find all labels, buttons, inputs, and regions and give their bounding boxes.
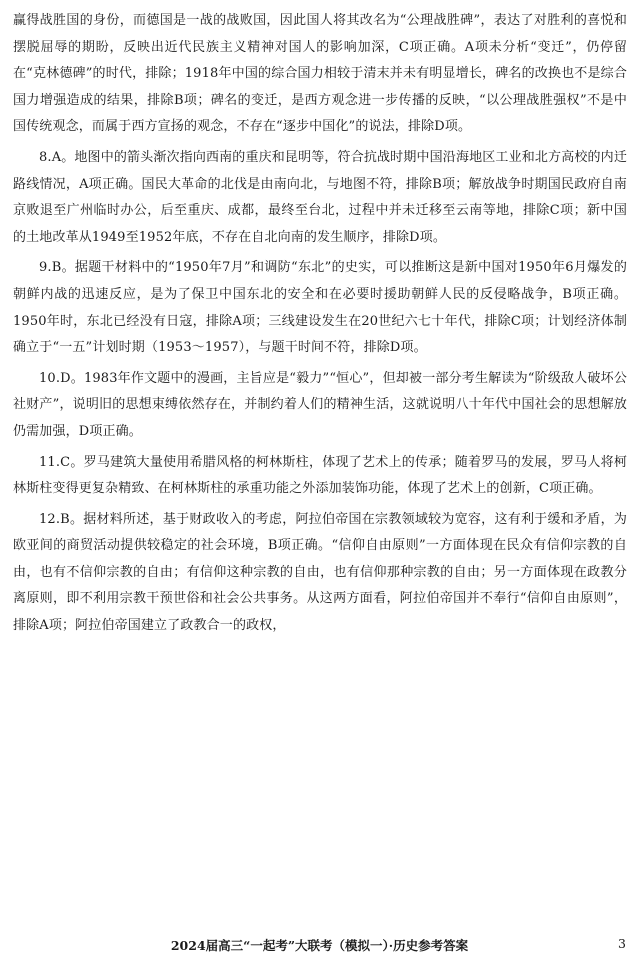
- paragraph-q12: 12.B。据材料所述，基于财政收入的考虑，阿拉伯帝国在宗教领域较为宽容，这有利于缓和矛盾，为欧亚间的商贸活动提供较稳定的社会环境，B项正确。“信仰自由原则”一方面体现在民众有信仰宗教的自由，也有不信仰宗教的自由；有信仰这种宗教的自由，也有信仰那种宗教的自由；另一方面体现在政教分离原则，即不利用宗教干预世俗和社会公共事务。从这两方面看，阿拉伯帝国并不奉行“信仰自由原则”，排除A项；阿拉伯帝国建立了政教合一的政权，: [13, 511, 627, 634]
- answer-body: [13, 8, 627, 644]
- paragraph-q9: 9.B。据题干材料中的“1950年7月”和调防“东北”的史实，可以推断这是新中国对1950年6月爆发的朝鲜内战的迅速反应，是为了保卫中国东北的安全和在必要时援助朝鲜人民的反侵略战争，B项正确。1950年时，东北已经没有日寇，排除A项；三线建设发生在20世纪六七十年代，排除C项；计划经济体制确立于“一五”计划时期（1953～1957），与题干时间不符，排除D项。: [13, 260, 627, 356]
- paragraph-q11: 11.C。罗马建筑大量使用希腊风格的柯林斯柱，体现了艺术上的传承；随着罗马的发展，罗马人将柯林斯柱变得更复杂精致、在柯林斯柱的承重功能之外添加装饰功能，体现了艺术上的创新，C项正确。: [13, 454, 627, 497]
- page-number: 3: [618, 936, 626, 951]
- page-footer: [0, 936, 639, 960]
- paragraph-q7-continued: 赢得战胜国的身份，而德国是一战的战败国，因此国人将其改名为“公理战胜碑”，表达了对胜利的喜悦和摆脱屈辱的期盼，反映出近代民族主义精神对国人的影响加深，C项正确。A项未分析“变迁”，仍停留在“克林德碑”的时代，排除；1918年中国的综合国力相较于清末并未有明显增长，碑名的改换也不是综合国力增强造成的结果，排除B项；碑名的变迁，是西方观念进一步传播的反映，“以公理战胜强权”不是中国传统观念，而属于西方宣扬的观念，不存在“逐步中国化”的说法，排除D项。: [13, 13, 627, 135]
- paragraph-q8: 8.A。地图中的箭头渐次指向西南的重庆和昆明等，符合抗战时期中国沿海地区工业和北方高校的内迁路线情况，A项正确。国民大革命的北伐是由南向北，与地图不符，排除B项；解放战争时期国民政府自南京败退至广州临时办公，后至重庆、成都，最终至台北，过程中并未迁移至云南等地，排除C项；新中国的土地改革从1949至1952年底，不存在自北向南的发生顺序，排除D项。: [13, 149, 627, 245]
- paragraph-q10: 10.D。1983年作文题中的漫画，主旨应是“毅力”“恒心”，但却被一部分考生解读为“阶级敌人破坏公社财产”，说明旧的思想束缚依然存在，并制约着人们的精神生活，这就说明八十年代中国社会的思想解放仍需加强，D项正确。: [13, 370, 627, 439]
- footer-title: 2024届高三“一起考”大联考（模拟一）·历史参考答案: [170, 938, 469, 953]
